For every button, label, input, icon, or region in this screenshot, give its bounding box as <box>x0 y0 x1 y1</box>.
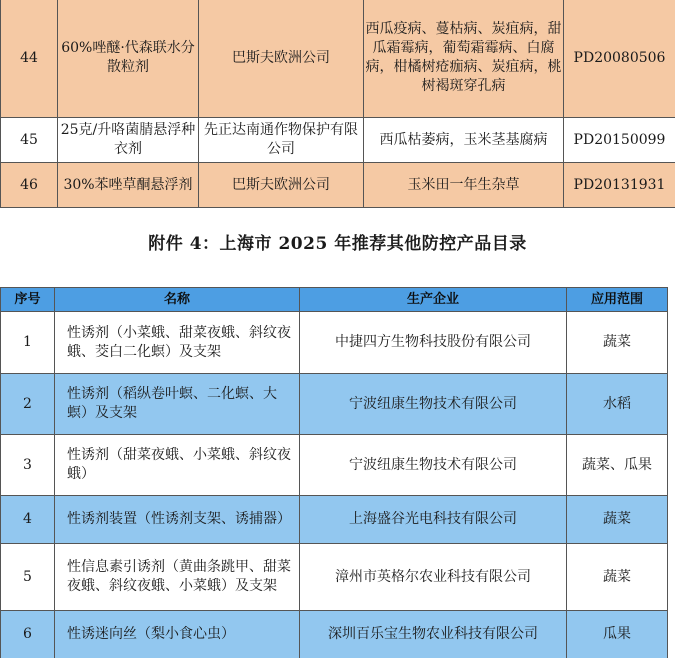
row-number: 1 <box>1 312 55 374</box>
manufacturer: 上海盛谷光电科技有限公司 <box>300 496 567 544</box>
application-scope: 蔬菜 <box>567 544 668 611</box>
column-header-name: 名称 <box>55 288 300 312</box>
manufacturer: 巴斯夫欧洲公司 <box>199 163 364 208</box>
row-number: 45 <box>1 118 58 163</box>
target-diseases: 西瓜枯萎病，玉米茎基腐病 <box>364 118 564 163</box>
application-scope: 蔬菜、瓜果 <box>567 435 668 496</box>
table-row <box>1 435 668 496</box>
row-number: 46 <box>1 163 58 208</box>
product-name: 性诱剂（甜菜夜蛾、小菜蛾、斜纹夜蛾） <box>55 435 300 496</box>
application-scope: 瓜果 <box>567 611 668 658</box>
row-number: 5 <box>1 544 55 611</box>
column-header-scope: 应用范围 <box>567 288 668 312</box>
application-scope: 蔬菜 <box>567 312 668 374</box>
appendix-heading: 附件 4：上海市 2025 年推荐其他防控产品目录 <box>148 234 527 254</box>
manufacturer: 巴斯夫欧洲公司 <box>199 0 364 118</box>
product-name: 性诱剂（小菜蛾、甜菜夜蛾、斜纹夜蛾、茭白二化螟）及支架 <box>55 312 300 374</box>
product-name: 性诱剂（稻纵卷叶螟、二化螟、大螟）及支架 <box>55 374 300 435</box>
row-number: 44 <box>1 0 58 118</box>
table-row <box>1 118 675 163</box>
table-row <box>1 544 668 611</box>
recommended-products-table <box>0 287 668 658</box>
product-name: 60%唑醚·代森联水分散粒剂 <box>58 0 199 118</box>
table-row <box>1 312 668 374</box>
manufacturer: 漳州市英格尔农业科技有限公司 <box>300 544 567 611</box>
row-number: 4 <box>1 496 55 544</box>
row-number: 6 <box>1 611 55 658</box>
product-name: 30%苯唑草酮悬浮剂 <box>58 163 199 208</box>
manufacturer: 深圳百乐宝生物农业科技有限公司 <box>300 611 567 658</box>
table-header-row <box>1 288 668 312</box>
table-row <box>1 611 668 658</box>
table-row <box>1 496 668 544</box>
product-name: 25克/升咯菌腈悬浮种衣剂 <box>58 118 199 163</box>
registration-number: PD20150099 <box>564 118 675 163</box>
product-name: 性诱迷向丝（梨小食心虫） <box>55 611 300 658</box>
target-diseases: 玉米田一年生杂草 <box>364 163 564 208</box>
column-header-number: 序号 <box>1 288 55 312</box>
pesticide-table-continued <box>0 0 675 208</box>
registration-number: PD20080506 <box>564 0 675 118</box>
table-row <box>1 0 675 118</box>
table-row <box>1 374 668 435</box>
manufacturer: 先正达南通作物保护有限公司 <box>199 118 364 163</box>
row-number: 3 <box>1 435 55 496</box>
application-scope: 蔬菜 <box>567 496 668 544</box>
target-diseases: 西瓜疫病、蔓枯病、炭疽病，甜瓜霜霉病，葡萄霜霉病、白腐病，柑橘树疮痂病、炭疽病，桃树褐斑穿孔病 <box>364 0 564 118</box>
table-row <box>1 163 675 208</box>
product-name: 性信息素引诱剂（黄曲条跳甲、甜菜夜蛾、斜纹夜蛾、小菜蛾）及支架 <box>55 544 300 611</box>
product-name: 性诱剂装置（性诱剂支架、诱捕器） <box>55 496 300 544</box>
registration-number: PD20131931 <box>564 163 675 208</box>
column-header-company: 生产企业 <box>300 288 567 312</box>
manufacturer: 宁波纽康生物技术有限公司 <box>300 435 567 496</box>
manufacturer: 宁波纽康生物技术有限公司 <box>300 374 567 435</box>
application-scope: 水稻 <box>567 374 668 435</box>
manufacturer: 中捷四方生物科技股份有限公司 <box>300 312 567 374</box>
row-number: 2 <box>1 374 55 435</box>
